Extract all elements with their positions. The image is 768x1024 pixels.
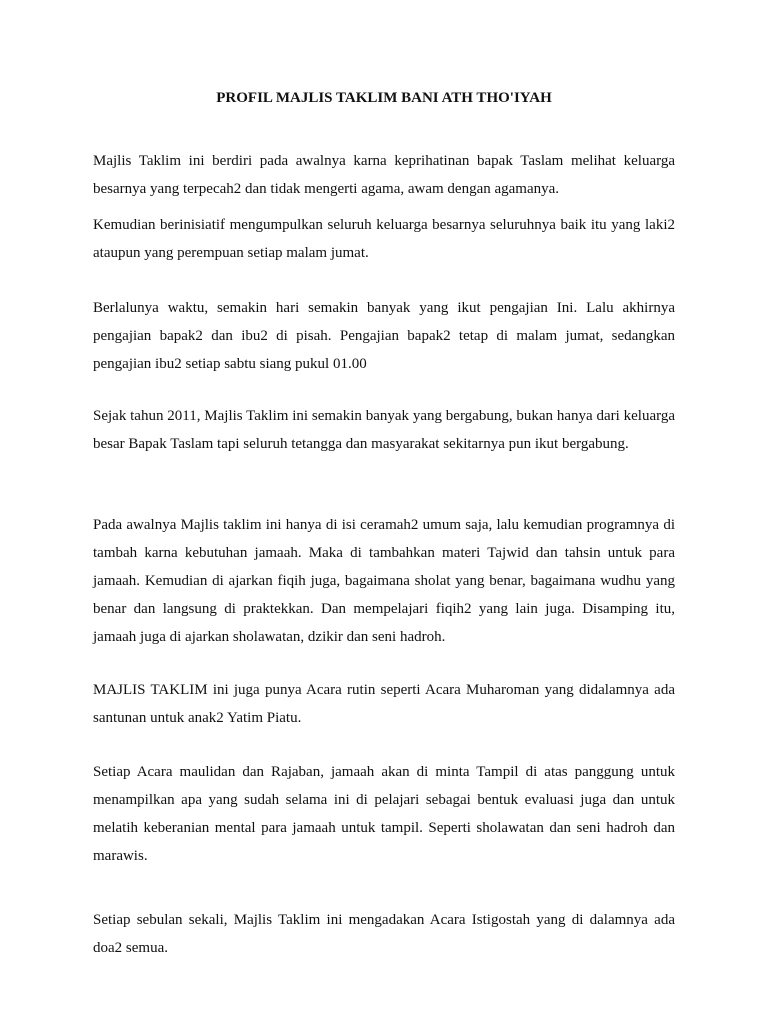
- paragraph-initiative: Kemudian berinisiatif mengumpulkan seluruh keluarga besarnya seluruhnya baik itu yang laki2 ataupun yang perempuan setiap malam jumat.: [93, 217, 675, 261]
- paragraph-routine-events: MAJLIS TAKLIM ini juga punya Acara rutin seperti Acara Muharoman yang didalamnya ada santunan untuk anak2 Yatim Piatu.: [93, 682, 675, 726]
- document-title: PROFIL MAJLIS TAKLIM BANI ATH THO'IYAH: [216, 90, 552, 106]
- paragraph-founding: Majlis Taklim ini berdiri pada awalnya karna keprihatinan bapak Taslam melihat keluarga besarnya yang terpecah2 dan tidak mengerti agama, awam dengan agamanya.: [93, 153, 675, 197]
- paragraph-program: Pada awalnya Majlis taklim ini hanya di isi ceramah2 umum saja, lalu kemudian programnya di tambah karna kebutuhan jamaah. Maka di tambahkan materi Tajwid dan tahsin untuk para jamaah. Kemudian di ajarkan fiqih juga, bagaimana sholat yang benar, bagaimana wudhu yang benar dan langsung di praktekkan. Dan mempelajari fiqih2 yang lain juga. Disamping itu, jamaah juga di ajarkan sholawatan, dzikir dan seni hadroh.: [93, 517, 675, 645]
- paragraph-since-2011: Sejak tahun 2011, Majlis Taklim ini semakin banyak yang bergabung, bukan hanya dari keluarga besar Bapak Taslam tapi seluruh tetangga dan masyarakat sekitarnya pun ikut bergabung.: [93, 408, 675, 452]
- paragraph-istigosah: Setiap sebulan sekali, Majlis Taklim ini mengadakan Acara Istigostah yang di dalamnya ada doa2 semua.: [93, 912, 675, 956]
- paragraph-maulid-rajab: Setiap Acara maulidan dan Rajaban, jamaah akan di minta Tampil di atas panggung untuk menampilkan apa yang sudah selama ini di pelajari sebagai bentuk evaluasi juga dan untuk melatih keberanian mental para jamaah untuk tampil. Seperti sholawatan dan seni hadroh dan marawis.: [93, 764, 675, 864]
- paragraph-growth: Berlalunya waktu, semakin hari semakin banyak yang ikut pengajian Ini. Lalu akhirnya pengajian bapak2 dan ibu2 di pisah. Pengajian bapak2 tetap di malam jumat, sedangkan pengajian ibu2 setiap sabtu siang pukul 01.00: [93, 300, 675, 372]
